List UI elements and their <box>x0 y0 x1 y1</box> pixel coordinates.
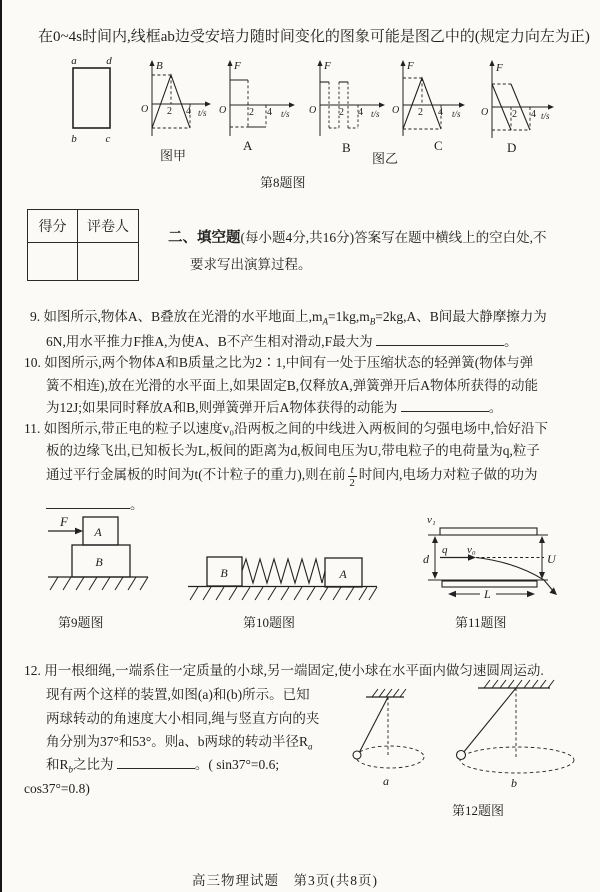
q12-sub-b: b <box>68 764 74 775</box>
q11-fraction <box>348 464 357 489</box>
q12-figure-a <box>338 680 448 792</box>
q9-block-a-label: A <box>94 525 102 539</box>
q10-figure <box>185 545 390 605</box>
axis-label-t: t/s <box>198 108 207 118</box>
ball <box>457 751 466 760</box>
option-b-label: B <box>342 140 351 155</box>
q12-sub-a: a <box>308 741 313 752</box>
q10-period: 。 <box>488 400 503 415</box>
tick-2: 2 <box>339 107 344 118</box>
q9-sub-b: B <box>369 316 376 327</box>
q10-answer-blank <box>401 398 489 412</box>
q11-fraction-numerator: t <box>348 464 357 477</box>
q10-line2: 簧不相连),放在光滑的水平面上,如果固定B,仅释放A,弹簧弹开后A物体所获得的动能 <box>46 378 538 393</box>
axis-label-t: t/s <box>371 109 380 119</box>
tick-4: 4 <box>358 107 363 118</box>
origin-label: O <box>141 104 149 115</box>
pendulum-b-label: b <box>511 776 517 790</box>
q12-line6: cos37°=0.8) <box>24 781 90 796</box>
q9-line2: 6N,用水平推力F推A,为使A、B不产生相对滑动,F最大为 <box>46 334 373 349</box>
axis-label-F: F <box>324 60 331 72</box>
L-label: L <box>484 587 491 601</box>
axis-label-F: F <box>234 60 241 72</box>
force-arrow <box>75 528 83 535</box>
q11-line3a: 通过平行金属板的时间为t(不计粒子的重力),则在前 <box>46 467 346 483</box>
q12-line5b: 之比为 <box>73 757 114 772</box>
q8-graph-option-b <box>308 58 393 144</box>
score-box-score-cell <box>28 243 77 280</box>
q8-graph-option-d <box>480 58 562 146</box>
ball <box>353 751 361 759</box>
q12-line1: 12. 用一根细绳,一端系住一定质量的小球,另一端固定,使小球在水平面内做匀速圆周运动. <box>24 663 544 678</box>
v1-label: v₁ <box>427 514 436 526</box>
score-box <box>27 209 139 281</box>
tick-4: 4 <box>438 107 443 118</box>
q11-period: 。 <box>130 497 144 512</box>
frame-corner-d: d <box>106 55 112 67</box>
q12-line5a: 和R <box>46 757 69 772</box>
section-title: 二、填空题 <box>168 230 241 246</box>
tick-2: 2 <box>512 109 517 120</box>
q9-period: 。 <box>504 334 518 349</box>
section-note-1: (每小题4分,共16分)答案写在题中横线上的空白处,不 <box>240 230 547 245</box>
ground-hatching <box>50 577 148 590</box>
option-d-label: D <box>507 140 517 155</box>
q11-line2: 板的边缘飞出,已知板长为L,板间的距离为d,板间电压为U,带电粒子的电荷量为q,粒子 <box>46 443 540 458</box>
q11-figure <box>420 505 570 607</box>
axis-label-F: F <box>407 60 414 72</box>
q10-line1: 10. 如图所示,两个物体A和B质量之比为2∶1,中间有一处于压缩状态的轻弹簧(物体与弹 <box>24 355 534 370</box>
top-plate <box>440 528 537 535</box>
axis-label-t: t/s <box>541 111 550 121</box>
q12-answer-blank <box>117 755 195 769</box>
caption-yi: 图乙 <box>372 151 399 166</box>
page-footer: 高三物理试题 第3页(共8页) <box>192 873 378 888</box>
option-a-label: A <box>243 138 253 153</box>
v0-label: v₀ <box>467 544 476 556</box>
q11-figure-caption: 第11题图 <box>455 615 507 630</box>
q9-line1c: =2kg,A、B间最大静摩擦力为 <box>375 309 547 324</box>
tick-4: 4 <box>267 107 272 118</box>
ceiling-hatching <box>372 689 406 697</box>
axis-label-t: t/s <box>452 109 461 119</box>
q9-figure-caption: 第9题图 <box>58 615 104 630</box>
score-box-grader-cell <box>77 243 138 280</box>
force-F-label: F <box>60 514 68 529</box>
string <box>463 688 516 753</box>
q11-line3b: 时间内,电场力对粒子做的功为 <box>358 467 538 483</box>
origin-label: O <box>219 105 227 116</box>
q-label: q <box>442 544 448 556</box>
axis-label-F: F <box>496 62 503 74</box>
q8-wireframe-figure <box>62 54 120 146</box>
q12-figure-caption: 第12题图 <box>452 803 505 818</box>
U-label: U <box>547 552 556 566</box>
circular-path <box>460 747 574 773</box>
tick-4: 4 <box>186 106 191 117</box>
frame-corner-c: c <box>105 133 111 145</box>
ground-hatching <box>190 587 377 600</box>
tick-2: 2 <box>249 107 254 118</box>
tick-2: 2 <box>167 106 172 117</box>
scan-edge-artifact <box>0 0 2 892</box>
q10-block-a-label: A <box>339 567 347 581</box>
string <box>359 697 388 753</box>
q8-graph-option-a <box>218 58 303 144</box>
q9-line1b: =1kg,m <box>328 309 370 324</box>
frame-corner-b: b <box>71 133 77 145</box>
q9-answer-blank <box>376 332 504 346</box>
origin-label: O <box>481 107 489 118</box>
q8-graph-jia <box>140 58 220 144</box>
spring <box>242 559 325 583</box>
wire-frame-rect <box>73 68 110 128</box>
caption-jia: 图甲 <box>160 148 187 163</box>
origin-label: O <box>309 105 317 116</box>
q8-figure-caption: 第8题图 <box>260 175 306 190</box>
ceiling-hatching <box>484 680 554 688</box>
q8-intro-text: 在0~4s时间内,线框ab边受安培力随时间变化的图象可能是图乙中的(规定力向左为正) <box>38 29 590 45</box>
axis-label-t: t/s <box>281 109 290 119</box>
q8-graph-option-c <box>391 58 473 144</box>
q12-figure-b <box>448 672 598 794</box>
q12-line2: 现有两个这样的装置,如图(a)和(b)所示。已知 <box>46 687 310 702</box>
score-box-grader-label: 评卷人 <box>77 210 138 243</box>
q11-line1: 11. 如图所示,带正电的粒子以速度v₀沿两板之间的中线进入两板间的匀强电场中,恰好沿下 <box>24 421 548 436</box>
q9-figure <box>40 498 160 598</box>
frame-corner-a: a <box>71 55 77 67</box>
q9-sub-a: A <box>322 316 329 327</box>
q10-block-b-label: B <box>220 566 228 580</box>
q12-line3: 两球转动的角速度大小相同,绳与竖直方向的夹 <box>46 711 320 726</box>
tick-2: 2 <box>418 107 423 118</box>
q12-line4: 角分别为37°和53°。则a、b两球的转动半径R <box>46 734 309 749</box>
circular-path <box>356 746 424 768</box>
q9-line1a: 9. 如图所示,物体A、B叠放在光滑的水平地面上,m <box>30 309 323 324</box>
tick-4: 4 <box>531 109 536 120</box>
q10-line3: 为12J;如果同时释放A和B,则弹簧弹开后A物体获得的动能为 <box>46 400 398 415</box>
q11-fraction-denominator: 2 <box>349 477 355 490</box>
score-box-score-label: 得分 <box>28 210 77 243</box>
q10-figure-caption: 第10题图 <box>243 615 296 630</box>
pendulum-a-label: a <box>383 774 389 788</box>
section-note-2: 要求写出演算过程。 <box>190 257 312 272</box>
axis-label-B: B <box>156 60 163 72</box>
d-label: d <box>423 552 429 566</box>
origin-label: O <box>392 105 400 116</box>
q9-block-b-label: B <box>95 555 103 569</box>
q12-line5c: 。( sin37°=0.6; <box>194 757 280 772</box>
option-c-label: C <box>434 138 443 153</box>
